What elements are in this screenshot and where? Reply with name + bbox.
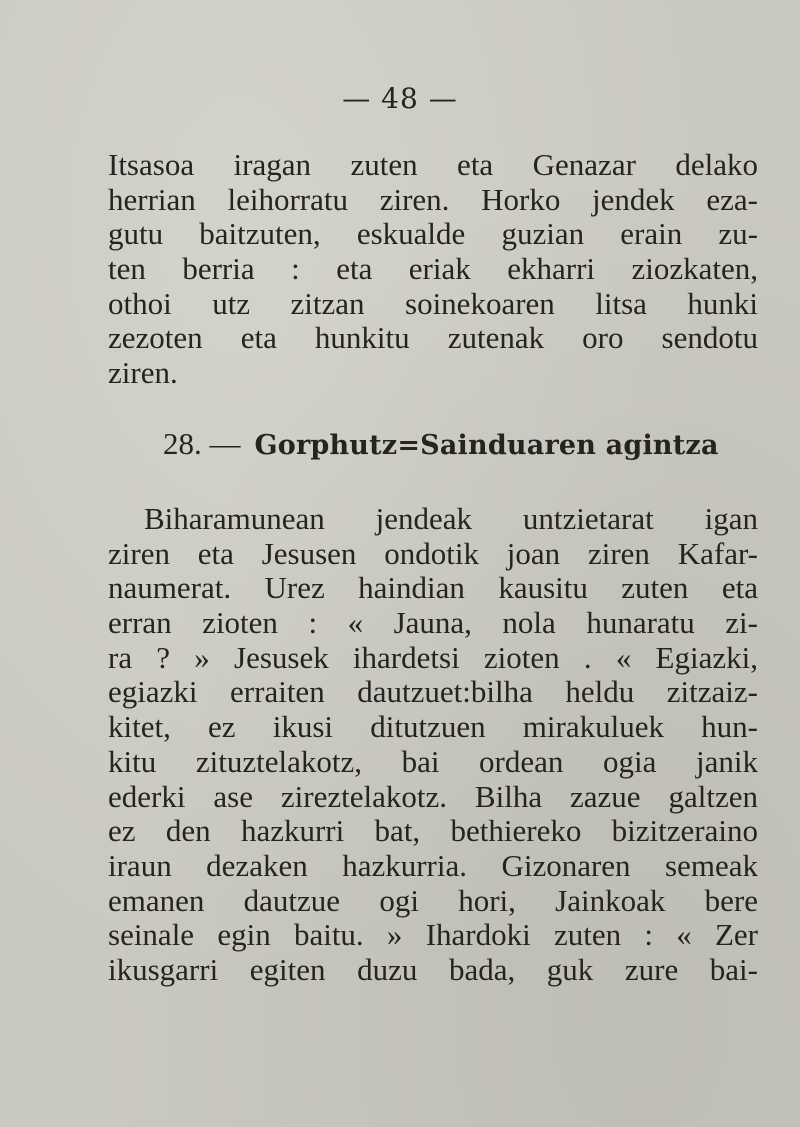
section-title: Gorphutz=Sainduaren agintza <box>254 430 719 461</box>
text-line: iraun dezaken hazkurria. Gizonaren semeak <box>108 847 758 883</box>
text-line: ederki ase zireztelakotz. Bilha zazue galtzen <box>108 778 758 814</box>
text-line: othoi utz zitzan soinekoaren litsa hunki <box>108 285 758 321</box>
text-line: kitu zituztelakotz, bai ordean ogia janik <box>108 743 758 779</box>
text-line: zezoten eta hunkitu zutenak oro sendotu <box>108 320 758 356</box>
section-number: 28. — <box>163 426 241 461</box>
text-line: naumerat. Urez haindian kausitu zuten eta <box>108 570 758 606</box>
text-line: ez den hazkurri bat, bethiereko bizitzeraino <box>108 813 758 849</box>
text-line: seinale egin baitu. » Ihardoki zuten : « Zer <box>108 917 758 953</box>
text-line: ten berria : eta eriak ekharri ziozkaten, <box>108 251 758 287</box>
text-line: Itsasoa iragan zuten eta Genazar delako <box>108 147 758 182</box>
text-line: erran zioten : « Jauna, nola hunaratu zi- <box>108 605 758 641</box>
paragraph-2 <box>108 502 758 988</box>
text-line: Biharamunean jendeak untzietarat igan <box>144 501 758 536</box>
text-line: kitet, ez ikusi ditutzuen mirakuluek hun- <box>108 709 758 745</box>
text-line: herrian leihorratu ziren. Horko jendek eza- <box>108 181 758 217</box>
text-line: ziren eta Jesusen ondotik joan ziren Kafar- <box>108 535 758 571</box>
text-line: emanen dautzue ogi hori, Jainkoak bere <box>108 882 758 918</box>
paragraph-1 <box>108 148 758 391</box>
text-line: gutu baitzuten, eskualde guzian erain zu- <box>108 216 758 252</box>
page-number: — 48 — <box>342 82 458 115</box>
text-line: ziren. <box>108 355 178 391</box>
text-line: egiazki erraiten dautzuet:bilha heldu zitzaiz- <box>108 674 758 710</box>
text-line: ikusgarri egiten duzu bada, guk zure bai- <box>108 951 758 987</box>
section-heading <box>163 426 719 462</box>
text-line: ra ? » Jesusek ihardetsi zioten . « Egiazki, <box>108 639 758 675</box>
